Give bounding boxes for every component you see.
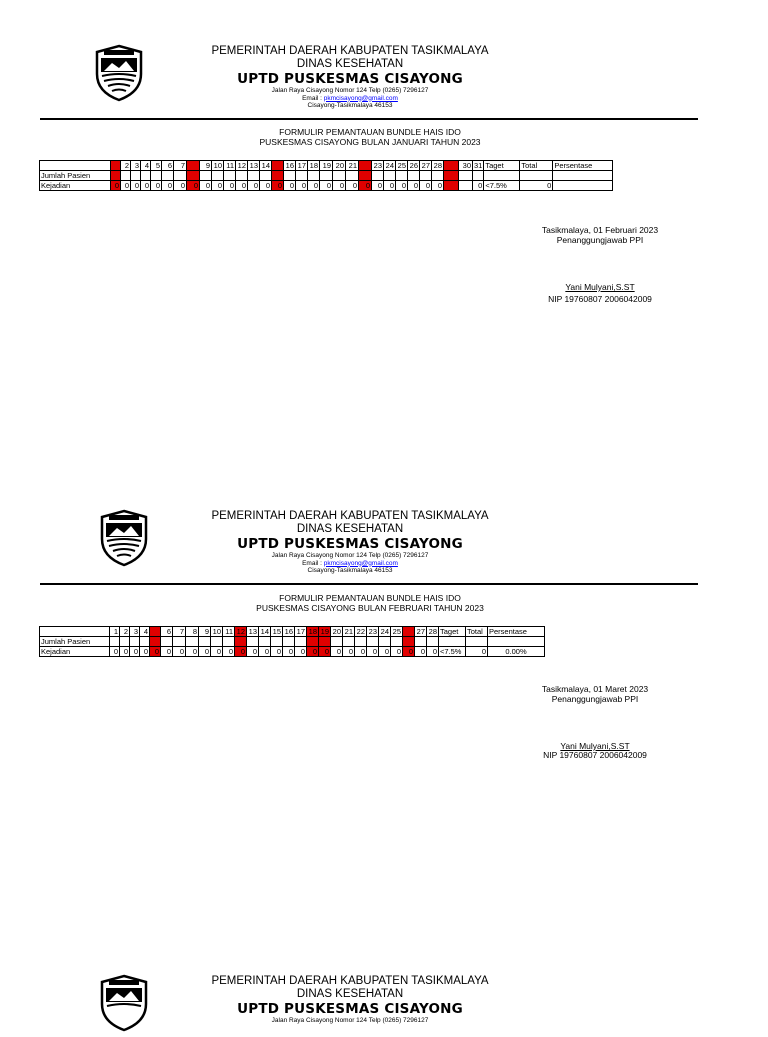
signature-nip: NIP 19760807 2006042009 — [548, 294, 652, 304]
incident-cell: 0 — [121, 181, 131, 191]
agency-line-1: PEMERINTAH DAERAH KABUPATEN TASIKMALAYA — [211, 975, 489, 987]
persentase-header-cell: Persentase — [488, 627, 545, 637]
total-value-cell: 0 — [520, 181, 553, 191]
incident-cell: 0 — [355, 647, 367, 657]
day-header-cell: 20 — [331, 627, 343, 637]
day-header-cell: 14 — [260, 161, 272, 171]
incident-cell: 0 — [151, 181, 162, 191]
taget-header-cell: Taget — [439, 627, 466, 637]
day-header-cell: 28 — [432, 161, 444, 171]
day-header-cell: 13 — [248, 161, 260, 171]
day-header-cell: 4 — [140, 627, 150, 637]
day-header-cell: 11 — [224, 161, 236, 171]
incident-cell: 0 — [367, 647, 379, 657]
persentase-header-cell: Persentase — [553, 161, 613, 171]
address-line: Jalan Raya Cisayong Nomor 124 Telp (0265) 7296127 — [271, 552, 429, 559]
day-header-cell: 2 — [120, 627, 130, 637]
incident-cell: 0 — [408, 181, 420, 191]
incident-cell: 0 — [295, 647, 307, 657]
incident-cell: 0 — [200, 181, 212, 191]
day-header-cell: 15 — [271, 627, 283, 637]
email-link[interactable]: pkmcisayong@gmail.com — [323, 94, 398, 102]
incident-cell: 0 — [131, 181, 141, 191]
incident-cell: 0 — [111, 181, 121, 191]
day-header-cell: 6 — [162, 161, 174, 171]
day-header-cell: 22 — [355, 627, 367, 637]
incident-cell: 0 — [259, 647, 271, 657]
day-header-cell: 27 — [420, 161, 432, 171]
form-title-line-2: PUSKESMAS CISAYONG BULAN JANUARI TAHUN 2023 — [259, 136, 481, 147]
incident-cell: 0 — [283, 647, 295, 657]
email-link[interactable]: pkmcisayong@gmail.com — [323, 559, 398, 567]
signature-role: Penanggungjawab PPI — [551, 694, 639, 704]
day-header-cell: 12 — [236, 161, 248, 171]
target-value-cell: <7.5% — [439, 647, 466, 657]
day-header-cell: 23 — [372, 161, 384, 171]
signature-date: Tasikmalaya, 01 Februari 2023 — [541, 225, 659, 235]
total-value-cell: 0 — [466, 647, 488, 657]
incident-cell: 0 — [212, 181, 224, 191]
day-header-cell: 16 — [283, 627, 295, 637]
incident-cell: 0 — [372, 181, 384, 191]
row-label: Kejadian — [40, 181, 111, 191]
day-header-cell: 10 — [212, 161, 224, 171]
address-line: Jalan Raya Cisayong Nomor 124 Telp (0265) 7296127 — [271, 1017, 429, 1024]
day-header-cell: 9 — [200, 161, 212, 171]
row-label: Kejadian — [40, 647, 110, 657]
day-header-cell: 2 — [121, 161, 131, 171]
persentase-value-cell: 0.00% — [488, 647, 545, 657]
email-line: Email : pkmcisayong@gmail.com — [302, 94, 398, 102]
incident-cell: 0 — [173, 647, 186, 657]
signature-date: Tasikmalaya, 01 Maret 2023 — [541, 684, 649, 694]
incident-cell: 0 — [346, 181, 359, 191]
incident-cell: 0 — [331, 647, 343, 657]
day-header-cell: 24 — [384, 161, 396, 171]
agency-line-1: PEMERINTAH DAERAH KABUPATEN TASIKMALAYA — [211, 45, 489, 57]
incident-cell: 0 — [224, 181, 236, 191]
day-header-cell: 7 — [173, 627, 186, 637]
day-header-cell: 18 — [307, 627, 319, 637]
day-header-cell: 12 — [235, 627, 247, 637]
agency-line-2: DINAS KESEHATAN — [296, 988, 404, 1000]
day-header-cell: 7 — [174, 161, 187, 171]
letterhead-text — [150, 975, 550, 1025]
row-label: Jumlah Pasien — [40, 171, 111, 181]
day-header-cell: 25 — [396, 161, 408, 171]
signature-nip: NIP 19760807 2006042009 — [543, 750, 647, 760]
signature-role: Penanggungjawab PPI — [556, 235, 644, 245]
day-header-cell: 4 — [141, 161, 151, 171]
form-title-line-1: FORMULIR PEMANTAUAN BUNDLE HAIS IDO — [279, 127, 461, 137]
day-header-cell: 19 — [320, 161, 333, 171]
incident-cell: 0 — [384, 181, 396, 191]
signature-name: Yani Mulyani,S.ST — [565, 282, 635, 292]
incident-cell: 0 — [141, 181, 151, 191]
form-title-line-2: PUSKESMAS CISAYONG BULAN FEBRUARI TAHUN 2023 — [256, 602, 484, 613]
incident-cell: 0 — [320, 181, 333, 191]
day-header-cell: 1 — [110, 627, 120, 637]
day-header-cell: 21 — [343, 627, 355, 637]
form-title-line-1: FORMULIR PEMANTAUAN BUNDLE HAIS IDO — [279, 593, 461, 603]
day-header-cell: 23 — [367, 627, 379, 637]
incident-cell: 0 — [427, 647, 439, 657]
incident-cell: 0 — [296, 181, 308, 191]
day-header-cell: 24 — [379, 627, 391, 637]
incident-cell: 0 — [223, 647, 235, 657]
target-value-cell: <7.5% — [484, 181, 520, 191]
incident-cell: 0 — [271, 647, 283, 657]
day-header-cell: 17 — [296, 161, 308, 171]
day-header-cell: 11 — [223, 627, 235, 637]
email-line: Email : pkmcisayong@gmail.com — [302, 559, 398, 567]
incident-cell: 0 — [130, 647, 140, 657]
day-header-cell: 14 — [259, 627, 271, 637]
incident-cell: 0 — [343, 647, 355, 657]
incident-cell: 0 — [236, 181, 248, 191]
day-header-cell: 16 — [284, 161, 296, 171]
agency-line-3: UPTD PUSKESMAS CISAYONG — [237, 1001, 463, 1017]
incident-cell: 0 — [403, 647, 415, 657]
day-header-cell: 31 — [474, 160, 483, 170]
day-header-cell: 25 — [391, 627, 403, 637]
incident-cell: 0 — [284, 181, 296, 191]
city-line: Cisayong-Tasikmalaya 46153 — [307, 102, 393, 109]
incident-cell: 0 — [379, 647, 391, 657]
agency-line-3: UPTD PUSKESMAS CISAYONG — [237, 71, 463, 87]
incident-cell: 0 — [308, 181, 320, 191]
incident-cell: 0 — [211, 647, 223, 657]
day-header-cell: 8 — [186, 627, 199, 637]
incident-cell: 0 — [473, 181, 484, 191]
day-header-cell: 21 — [346, 161, 359, 171]
day-header-cell: 20 — [333, 161, 346, 171]
agency-line-3: UPTD PUSKESMAS CISAYONG — [237, 536, 463, 552]
incident-cell: 0 — [235, 647, 247, 657]
agency-line-2: DINAS KESEHATAN — [296, 58, 404, 70]
incident-cell: 0 — [186, 647, 199, 657]
incident-cell: 0 — [432, 181, 444, 191]
incident-cell: 0 — [319, 647, 331, 657]
day-header-cell: 5 — [151, 161, 162, 171]
incident-cell: 0 — [333, 181, 346, 191]
incident-cell: 0 — [247, 647, 259, 657]
day-header-cell: 9 — [199, 627, 211, 637]
incident-cell: 0 — [174, 181, 187, 191]
tasikmalaya-regency-emblem-icon — [99, 974, 149, 1032]
taget-header-cell: Taget — [484, 161, 520, 171]
day-header-cell: 27 — [415, 627, 427, 637]
incident-cell: 0 — [391, 647, 403, 657]
day-header-cell: 13 — [247, 627, 259, 637]
total-header-cell: Total — [466, 627, 488, 637]
incident-cell: 0 — [199, 647, 211, 657]
incident-cell: 0 — [307, 647, 319, 657]
day-header-cell: 30 — [459, 161, 473, 171]
incident-cell: 0 — [359, 181, 372, 191]
incident-cell: 0 — [272, 181, 284, 191]
day-header-cell: 3 — [130, 627, 140, 637]
agency-line-1: PEMERINTAH DAERAH KABUPATEN TASIKMALAYA — [211, 510, 489, 522]
incident-cell: 0 — [396, 181, 408, 191]
incident-cell: 0 — [260, 181, 272, 191]
signature-name: Yani Mulyani,S.ST — [560, 741, 630, 751]
total-header-cell: Total — [520, 161, 553, 171]
day-header-cell: 28 — [427, 627, 439, 637]
day-header-cell: 26 — [408, 161, 420, 171]
incident-cell: 0 — [248, 181, 260, 191]
day-header-cell: 6 — [161, 627, 173, 637]
address-line: Jalan Raya Cisayong Nomor 124 Telp (0265) 7296127 — [271, 87, 429, 94]
incident-cell: 0 — [161, 647, 173, 657]
incident-cell: 0 — [120, 647, 130, 657]
incident-cell: 0 — [415, 647, 427, 657]
day-header-cell: 17 — [295, 627, 307, 637]
incident-cell: 0 — [162, 181, 174, 191]
incident-cell: 0 — [150, 647, 161, 657]
incident-cell: 0 — [187, 181, 200, 191]
incident-cell: 0 — [110, 647, 120, 657]
incident-cell: 0 — [420, 181, 432, 191]
day-header-cell: 3 — [131, 161, 141, 171]
day-header-cell: 10 — [211, 627, 223, 637]
row-label: Jumlah Pasien — [40, 637, 110, 647]
day-header-cell: 19 — [319, 627, 331, 637]
agency-line-2: DINAS KESEHATAN — [296, 523, 404, 535]
city-line: Cisayong-Tasikmalaya 46153 — [307, 567, 393, 574]
day-header-cell: 18 — [308, 161, 320, 171]
incident-cell: 0 — [140, 647, 150, 657]
